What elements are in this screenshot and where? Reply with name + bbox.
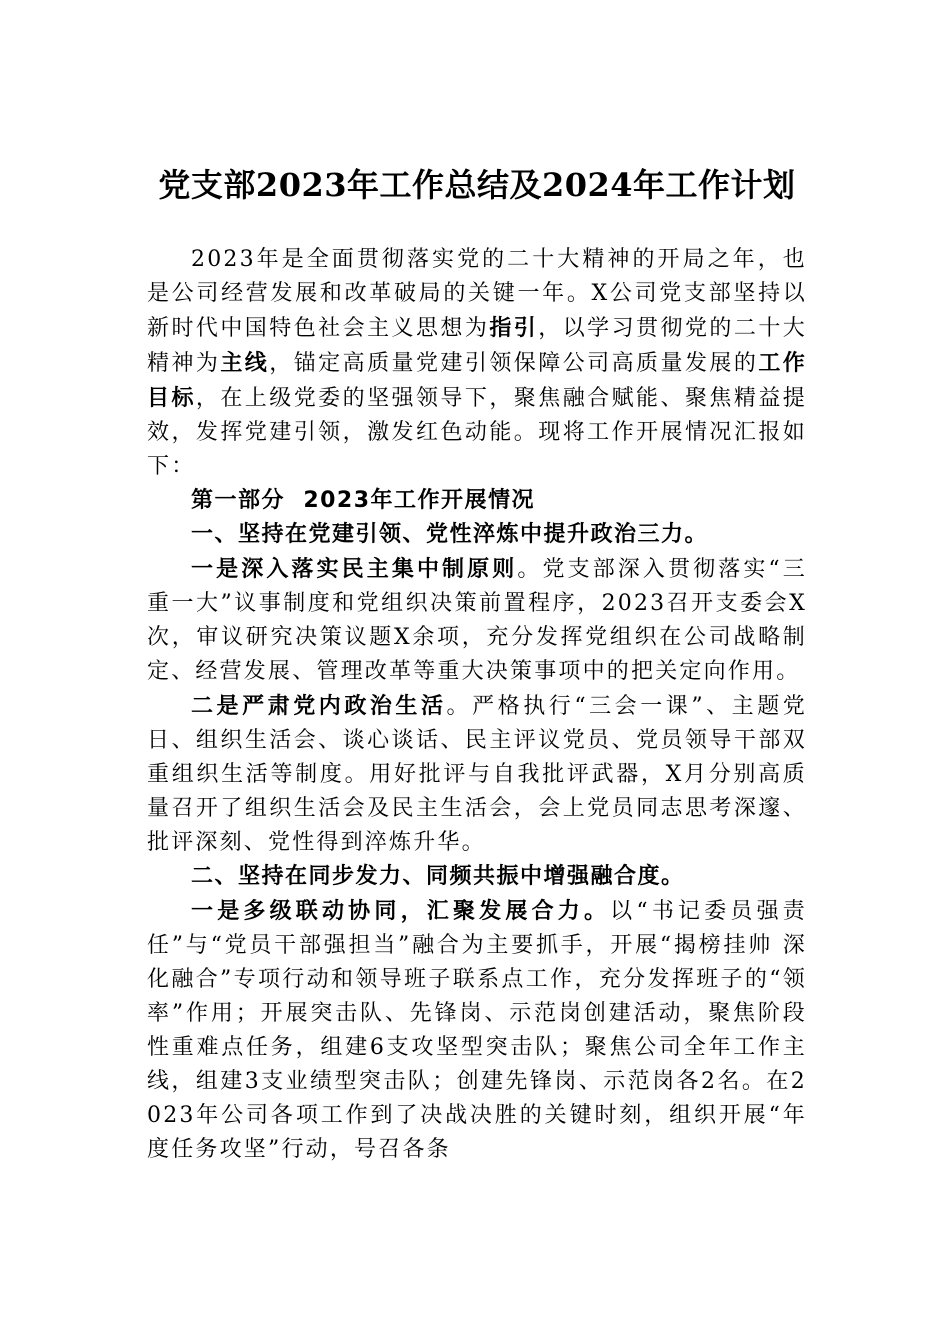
section-one-paragraph-2-lead: 二是严肃党内政治生活 bbox=[191, 693, 447, 719]
document-body bbox=[147, 243, 807, 1167]
intro-text-2: ，以学习贯彻党的二十大精神为 bbox=[147, 316, 807, 376]
document-title: 党支部2023年工作总结及2024年工作计划 bbox=[158, 166, 796, 204]
section-one-paragraph-1 bbox=[147, 552, 807, 689]
intro-text-3: ，锚定高质量党建引领保障公司高质量发展的 bbox=[269, 351, 759, 376]
section-two-heading: 二、坚持在同步发力、同频共振中增强融合度。 bbox=[191, 864, 685, 889]
section-one-paragraph-1-lead: 一是深入落实民主集中制原则 bbox=[191, 556, 518, 582]
section-two-paragraph-1-text: 以“书记委员强责任”与“党员干部强担当”融合为主要抓手，开展“揭榜挂帅 深化融合”专项行动和领导班子联系点工作，充分发挥班子的“领率”作用；开展突击队、先锋岗、示范岗创建活动，聚焦阶段性重难点任务，组建6支攻坚型突击队；聚焦公司全年工作主线，组建3支业绩型突击队；创建先锋岗、示范岗各2名。在2023年公司各项工作到了决战决胜的关键时刻，组织开展“年度任务攻坚”行动，号召各条 bbox=[147, 899, 808, 1162]
section-one-paragraph-1-text: 。党支部深入贯彻落实“三重一大”议事制度和党组织决策前置程序，2023召开支委会X次，审议研究决策议题X余项，充分发挥党组织在公司战略制定、经营发展、管理改革等重大决策事项中的把关定向作用。 bbox=[147, 557, 807, 684]
section-two-paragraph-1-lead: 一是多级联动协同，汇聚发展合力。 bbox=[191, 898, 611, 924]
part-one-heading: 第一部分 2023年工作开展情况 bbox=[191, 488, 536, 513]
section-two-paragraph-1 bbox=[147, 894, 807, 1167]
section-one-heading: 一、坚持在党建引领、党性淬炼中提升政治三力。 bbox=[191, 522, 709, 547]
intro-paragraph bbox=[147, 243, 807, 484]
intro-bold-3: 工作目标 bbox=[147, 350, 807, 411]
intro-bold-1: 指引 bbox=[489, 315, 539, 341]
intro-bold-2: 主线 bbox=[220, 350, 270, 376]
section-one-paragraph-2 bbox=[147, 689, 807, 860]
section-one-paragraph-2-text: 。严格执行“三会一课”、主题党日、组织生活会、谈心谈话、民主评议党员、党员领导干部双重组织生活等制度。用好批评与自我批评武器，X月分别高质量召开了组织生活会及民主生活会，会上党员同志思考深邃、批评深刻、党性得到淬炼升华。 bbox=[147, 694, 807, 855]
intro-text-4: ，在上级党委的坚强领导下，聚焦融合赋能、聚焦精益提效，发挥党建引领，激发红色动能。现将工作开展情况汇报如下： bbox=[147, 386, 807, 479]
intro-text-1: 2023年是全面贯彻落实党的二十大精神的开局之年，也是公司经营发展和改革破局的关键一年。X公司党支部坚持以新时代中国特色社会主义思想为 bbox=[147, 247, 807, 341]
